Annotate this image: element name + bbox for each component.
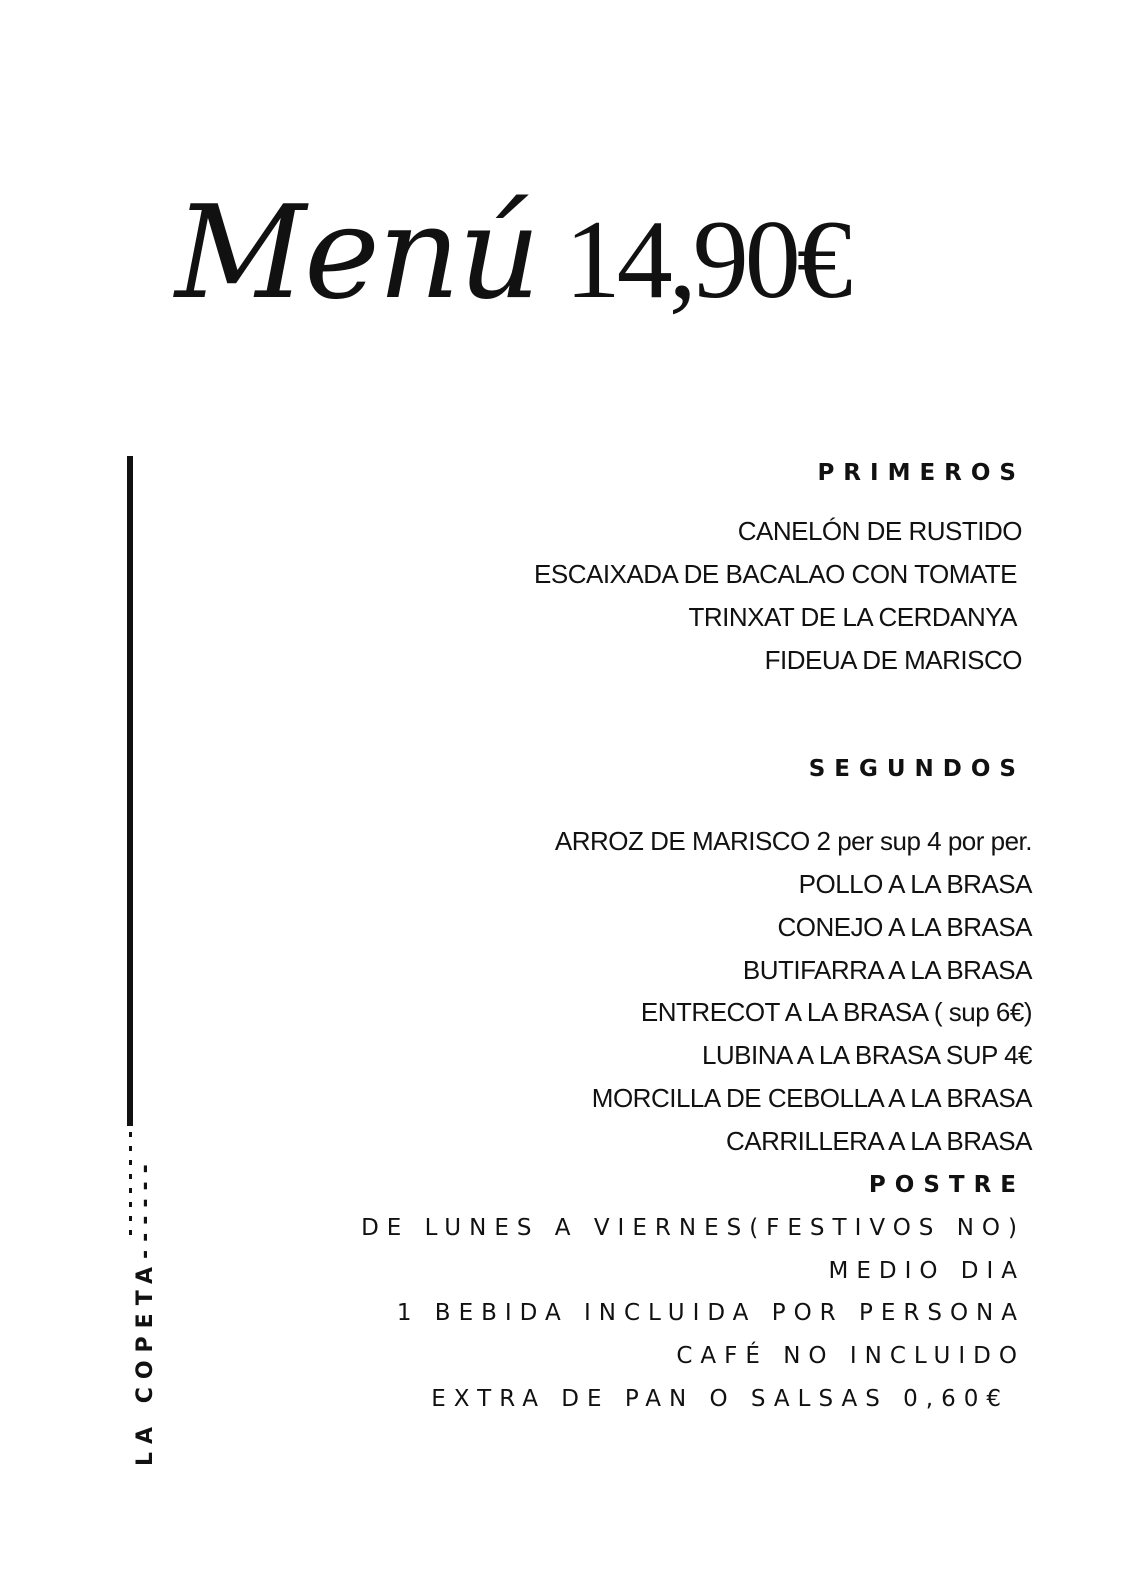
- brand-name: LA COPETA------: [133, 1156, 158, 1466]
- vertical-divider-line: [127, 456, 133, 1126]
- segundos-item: POLLO A LA BRASA: [798, 869, 1032, 899]
- segundos-heading: SEGUNDOS: [808, 756, 1025, 782]
- segundos-item: MORCILLA DE CEBOLLA A LA BRASA: [591, 1083, 1032, 1113]
- segundos-item: LUBINA A LA BRASA SUP 4€: [701, 1040, 1032, 1070]
- segundos-item: BUTIFARRA A LA BRASA: [742, 955, 1032, 985]
- postre-heading: POSTRE: [868, 1172, 1025, 1198]
- postre-info-line: 1 BEBIDA INCLUIDA POR PERSONA: [396, 1300, 1025, 1326]
- postre-info-line: CAFÉ NO INCLUIDO: [676, 1343, 1025, 1369]
- segundos-item: CONEJO A LA BRASA: [777, 912, 1032, 942]
- primeros-item: TRINXAT DE LA CERDANYA: [688, 602, 1017, 632]
- segundos-item: CARRILLERA A LA BRASA: [726, 1126, 1032, 1156]
- postre-info-line: EXTRA DE PAN O SALSAS 0,60€: [431, 1386, 1009, 1412]
- segundos-item: ARROZ DE MARISCO 2 per sup 4 por per.: [554, 826, 1032, 856]
- primeros-item: CANELÓN DE RUSTIDO: [737, 516, 1022, 546]
- menu-title-text: Menú: [175, 179, 539, 328]
- menu-title: [175, 179, 849, 328]
- postre-info-line: MEDIO DIA: [828, 1258, 1025, 1284]
- primeros-item: FIDEUA DE MARISCO: [764, 645, 1022, 675]
- segundos-item: ENTRECOT A LA BRASA ( sup 6€): [640, 997, 1032, 1027]
- menu-price: 14,90€: [564, 198, 849, 322]
- vertical-dashed-line: [129, 1132, 132, 1240]
- primeros-heading: PRIMEROS: [817, 460, 1025, 486]
- postre-info-line: DE LUNES A VIERNES(FESTIVOS NO): [361, 1215, 1025, 1241]
- primeros-item: ESCAIXADA DE BACALAO CON TOMATE: [534, 559, 1017, 589]
